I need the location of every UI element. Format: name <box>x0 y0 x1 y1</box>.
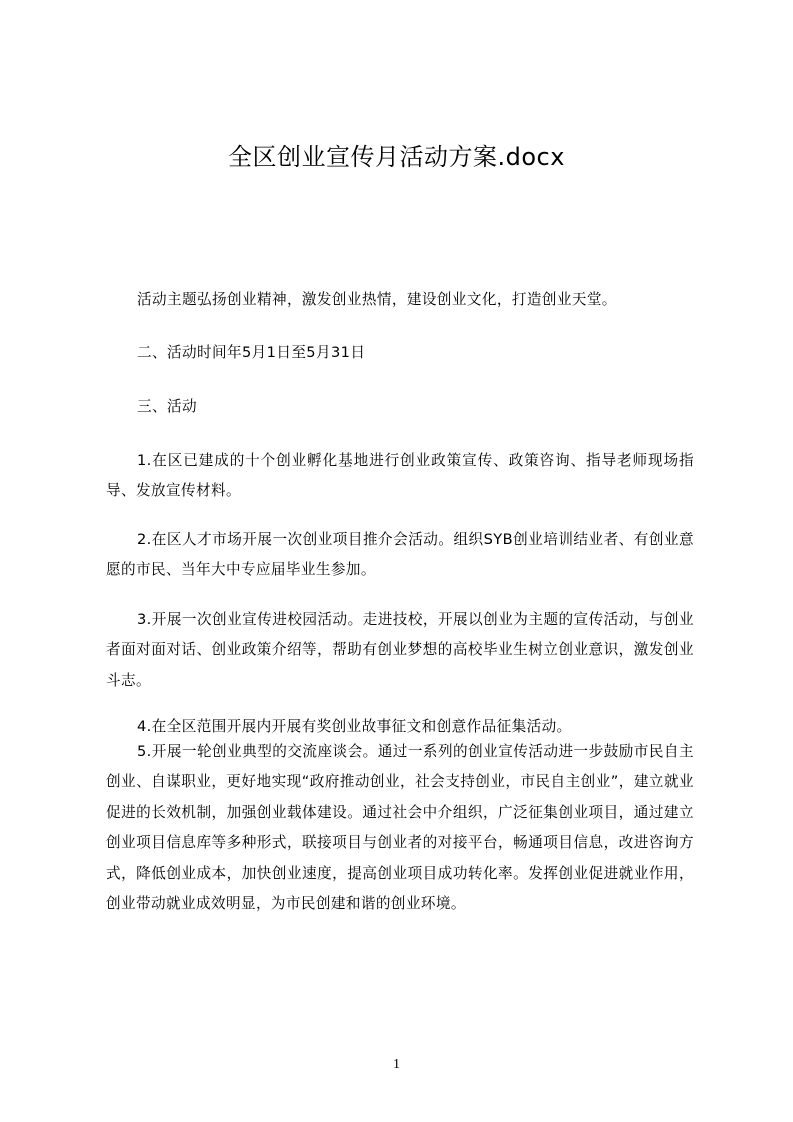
page-number: 1 <box>393 1057 400 1072</box>
document-title: 全区创业宣传月活动方案.docx <box>228 143 565 171</box>
activity-item-5: 5.开展一轮创业典型的交流座谈会。通过一系列的创业宣传活动进一步鼓励市民自主创业、自谋职业，更好地实现“政府推动创业，社会支持创业，市民自主创业”，建立就业促进的长效机制，加强创业载体建设。通过社会中介组织，广泛征集创业项目，通过建立创业项目信息库等多种形式，联接项目与创业者的对接平台，畅通项目信息，改进咨询方式，降低创业成本，加快创业速度，提高创业项目成功转化率。发挥创业促进就业作用，创业带动就业成效明显，为市民创建和谐的创业环境。 <box>106 743 694 913</box>
activity-item-3: 3.开展一次创业宣传进校园活动。走进技校，开展以创业为主题的宣传活动，与创业者面对面对话、创业政策介绍等，帮助有创业梦想的高校毕业生树立创业意识，激发创业斗志。 <box>106 611 694 689</box>
activity-item-1: 1.在区已建成的十个创业孵化基地进行创业政策宣传、政策咨询、指导老师现场指导、发放宣传材料。 <box>106 452 694 500</box>
activity-item-2: 2.在区人才市场开展一次创业项目推介会活动。组织SYB创业培训结业者、有创业意愿的市民、当年大中专应届毕业生参加。 <box>106 531 694 579</box>
time-paragraph: 二、活动时间年5月1日至5月31日 <box>137 344 366 361</box>
activity-heading: 三、活动 <box>137 398 197 415</box>
activity-item-4: 4.在全区范围开展内开展有奖创业故事征文和创意作品征集活动。 <box>137 718 572 735</box>
theme-paragraph: 活动主题弘扬创业精神，激发创业热情，建设创业文化，打造创业天堂。 <box>137 291 617 308</box>
